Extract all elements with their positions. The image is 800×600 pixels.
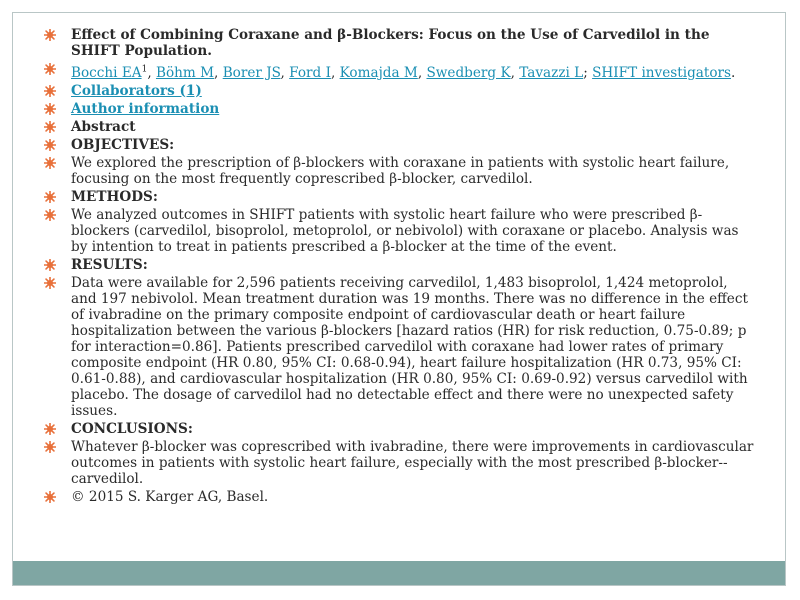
article-title: Effect of Combining Coraxane and β-Blockers: Focus on the Use of Carvedilol in the SHIFT Population. [71, 27, 710, 59]
conclusions-heading: CONCLUSIONS: [71, 420, 193, 437]
sunburst-icon [44, 121, 56, 133]
list-item [44, 489, 756, 505]
sunburst-icon [44, 191, 56, 203]
author-link[interactable]: Tavazzi L [519, 64, 584, 81]
methods-text: We analyzed outcomes in SHIFT patients with systolic heart failure who were prescribed β-blockers (carvedilol, bisoprolol, metoprolol, or nebivolol) with coraxane or placebo. Analysis was by intention to treat in patients prescribed a β-blocker at the time of the event. [71, 206, 739, 255]
sunburst-icon [44, 157, 56, 169]
methods-heading: METHODS: [71, 188, 158, 205]
sunburst-icon [44, 209, 56, 221]
author-information-link[interactable]: Author information [71, 100, 220, 117]
collaborators-link[interactable]: Collaborators (1) [71, 82, 202, 99]
list-item [44, 119, 756, 135]
list-item [44, 257, 756, 273]
author-list: Bocchi $EA^1$, Böhm M, Borer JS, Ford I, Komajda M, Swedberg K, Tavazzi L; SHIFT investigators. [71, 64, 736, 81]
sunburst-icon [44, 259, 56, 271]
sunburst-icon [44, 139, 56, 151]
author-link[interactable]: Böhm M [155, 64, 215, 81]
group-link[interactable]: SHIFT investigators [592, 64, 731, 81]
author-link[interactable]: Komajda M [339, 64, 418, 81]
list-item [44, 101, 756, 117]
author-link[interactable]: Ford I [289, 64, 331, 81]
list-item [44, 83, 756, 99]
bottom-accent-bar [13, 561, 785, 585]
author-link[interactable]: Bocchi EA [71, 64, 142, 81]
list-item [44, 27, 756, 59]
list-item [44, 207, 756, 255]
sunburst-icon [44, 491, 56, 503]
bullet-list [44, 27, 756, 505]
objectives-text: We explored the prescription of β-blockers with coraxane in patients with systolic heart failure, focusing on the most frequently coprescribed β-blocker, carvedilol. [71, 154, 730, 187]
author-link[interactable]: Borer JS [222, 64, 281, 81]
list-item [44, 189, 756, 205]
list-item [44, 155, 756, 187]
sunburst-icon [44, 277, 56, 289]
results-heading: RESULTS: [71, 256, 148, 273]
list-item [44, 275, 756, 419]
list-item [44, 439, 756, 487]
results-text: Data were available for 2,596 patients receiving carvedilol, 1,483 bisoprolol, 1,424 metoprolol, and 197 nebivolol. Mean treatment duration was 19 months. There was no difference in the effect of ivabradine on the primary composite endpoint of cardiovascular death or heart failure hospitalization between the various β-blockers [hazard ratios (HR) for risk reduction, 0.75-0.89; p for interaction=0.86]. Patients prescribed carvedilol with coraxane had lower rates of primary composite endpoint (HR 0.80, 95% CI: 0.68-0.94), heart failure hospitalization (HR 0.73, 95% CI: 0.61-0.88), and cardiovascular hospitalization (HR 0.80, 95% CI: 0.69-0.92) versus carvedilol with placebo. The dosage of carvedilol had no detectable effect and there were no unexpected safety issues. [71, 274, 748, 419]
copyright-text: © 2015 S. Karger AG, Basel. [71, 488, 269, 505]
sunburst-icon [44, 103, 56, 115]
list-item [44, 61, 756, 81]
sunburst-icon [44, 85, 56, 97]
conclusions-text: Whatever β-blocker was coprescribed with ivabradine, there were improvements in cardiovascular outcomes in patients with systolic heart failure, especially with the most prescribed β-blocker--carvedilol. [71, 438, 754, 487]
sunburst-icon [44, 441, 56, 453]
author-end-punct: . [731, 64, 736, 81]
list-item [44, 421, 756, 437]
sunburst-icon [44, 29, 56, 41]
sunburst-icon [44, 423, 56, 435]
author-link[interactable]: Swedberg K [426, 64, 511, 81]
list-item [44, 137, 756, 153]
abstract-heading: Abstract [71, 118, 136, 135]
sunburst-icon [44, 63, 56, 75]
objectives-heading: OBJECTIVES: [71, 136, 175, 153]
affiliation-mark: 1 [141, 64, 148, 74]
abstract-content [44, 27, 756, 507]
